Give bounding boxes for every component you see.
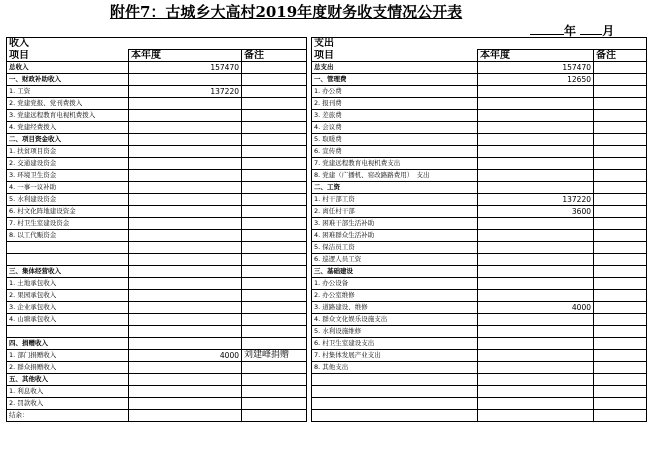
income-item-cell: 1. 部门捐赠收入 — [7, 350, 129, 362]
income-item-cell: 2. 党建党报、党刊费拨入 — [7, 98, 129, 110]
expense-item-cell: 6. 宣传费 — [312, 146, 478, 158]
expense-amount-cell — [478, 398, 594, 410]
expense-amount-cell — [478, 110, 594, 122]
table-row — [7, 290, 647, 302]
expense-note-cell — [594, 386, 647, 398]
expense-amount-cell — [478, 98, 594, 110]
expense-note-cell — [594, 338, 647, 350]
expense-amount-cell — [478, 158, 594, 170]
expense-note-cell — [594, 62, 647, 74]
table-row — [7, 182, 647, 194]
income-amount-cell — [129, 362, 242, 374]
income-note-cell — [242, 230, 307, 242]
expense-amount-cell — [478, 254, 594, 266]
income-item-cell — [7, 326, 129, 338]
income-note-cell: 刘建峰捐赠 — [242, 350, 307, 362]
expense-note-cell — [594, 266, 647, 278]
expense-amount-cell — [478, 278, 594, 290]
table-row — [7, 134, 647, 146]
income-amount-cell — [129, 254, 242, 266]
expense-note-cell — [594, 374, 647, 386]
table-row — [7, 326, 647, 338]
table-row — [7, 362, 647, 374]
income-note-cell — [242, 314, 307, 326]
income-note-cell — [242, 194, 307, 206]
table-row — [7, 62, 647, 74]
income-amount-cell — [129, 242, 242, 254]
expense-item-cell: 4. 困难群众生活补助 — [312, 230, 478, 242]
income-item-cell: 结余： — [7, 410, 129, 422]
income-amount-cell — [129, 314, 242, 326]
income-note-cell — [242, 218, 307, 230]
income-item-cell: 3. 环境卫生资金 — [7, 170, 129, 182]
income-note-cell — [242, 278, 307, 290]
table-row — [7, 206, 647, 218]
expense-note-cell — [594, 146, 647, 158]
income-item-cell: 2. 群众捐赠收入 — [7, 362, 129, 374]
expense-amount-cell — [478, 218, 594, 230]
income-note-cell — [242, 326, 307, 338]
income-note-cell — [242, 398, 307, 410]
income-note-cell — [242, 242, 307, 254]
income-note-cell — [242, 182, 307, 194]
expense-item-cell: 3. 困难干部生活补助 — [312, 218, 478, 230]
expense-item-cell: 三、基础建设 — [312, 266, 478, 278]
expense-note-cell — [594, 326, 647, 338]
expense-note-cell — [594, 410, 647, 422]
income-amount-cell — [129, 266, 242, 278]
year-label: 年 — [564, 24, 577, 38]
expense-note-cell — [594, 98, 647, 110]
table-row — [7, 86, 647, 98]
table-row — [7, 146, 647, 158]
expense-amount-cell — [478, 134, 594, 146]
expense-amount-cell — [478, 122, 594, 134]
expense-item-cell: 5. 保洁员工资 — [312, 242, 478, 254]
income-item-cell: 3. 党建远程教育电视机费拨入 — [7, 110, 129, 122]
expense-item-cell: 1. 村干部工资 — [312, 194, 478, 206]
expense-note-cell — [594, 350, 647, 362]
income-amount-cell: 4000 — [129, 350, 242, 362]
income-item-cell: 2. 交通建设资金 — [7, 158, 129, 170]
income-amount-cell — [129, 182, 242, 194]
income-item-cell: 总收入 — [7, 62, 129, 74]
year-blank — [530, 23, 564, 35]
income-amount-cell: 157470 — [129, 62, 242, 74]
income-note-header: 备注 — [242, 50, 307, 62]
income-amount-cell — [129, 302, 242, 314]
income-item-cell: 6. 村文化阵地建设资金 — [7, 206, 129, 218]
expense-note-cell — [594, 302, 647, 314]
income-amount-cell — [129, 218, 242, 230]
table-row — [7, 98, 647, 110]
table-row — [7, 242, 647, 254]
expense-item-cell: 5. 水利设施维修 — [312, 326, 478, 338]
income-item-cell: 7. 村卫生室建设资金 — [7, 218, 129, 230]
income-amount-cell — [129, 194, 242, 206]
table-row — [7, 278, 647, 290]
expense-note-cell — [594, 398, 647, 410]
expense-item-cell — [312, 398, 478, 410]
income-amount-cell — [129, 338, 242, 350]
income-note-cell — [242, 98, 307, 110]
income-item-cell: 二、项目资金收入 — [7, 134, 129, 146]
table-row — [7, 158, 647, 170]
income-item-cell: 8. 以工代赈资金 — [7, 230, 129, 242]
expense-item-cell: 2. 报刊费 — [312, 98, 478, 110]
expense-item-cell: 1. 办公费 — [312, 86, 478, 98]
income-amount-header: 本年度 — [129, 50, 242, 62]
expense-note-cell — [594, 74, 647, 86]
income-amount-cell — [129, 110, 242, 122]
expense-note-cell — [594, 134, 647, 146]
expense-note-cell — [594, 86, 647, 98]
income-note-cell — [242, 206, 307, 218]
income-note-cell — [242, 386, 307, 398]
income-amount-cell — [129, 206, 242, 218]
expense-item-cell: 2. 离任村干部 — [312, 206, 478, 218]
expense-item-cell: 二、工资 — [312, 182, 478, 194]
expense-note-header: 备注 — [594, 50, 647, 62]
income-item-cell: 四、捐赠收入 — [7, 338, 129, 350]
expense-item-cell — [312, 386, 478, 398]
table-row — [7, 254, 647, 266]
expense-amount-cell — [478, 314, 594, 326]
income-amount-cell: 137220 — [129, 86, 242, 98]
income-amount-cell — [129, 410, 242, 422]
income-note-cell — [242, 74, 307, 86]
income-note-cell — [242, 338, 307, 350]
expense-amount-cell: 3600 — [478, 206, 594, 218]
income-amount-cell — [129, 122, 242, 134]
expense-note-cell — [594, 290, 647, 302]
income-amount-cell — [129, 290, 242, 302]
income-item-cell: 1. 工资 — [7, 86, 129, 98]
expense-item-cell: 总支出 — [312, 62, 478, 74]
income-note-cell — [242, 110, 307, 122]
expense-note-cell — [594, 362, 647, 374]
income-item-cell: 1. 扶贫项目资金 — [7, 146, 129, 158]
expense-item-cell: 7. 党建远程教育电视机费支出 — [312, 158, 478, 170]
income-amount-cell — [129, 230, 242, 242]
expense-item-cell — [312, 410, 478, 422]
expense-item-cell: 一、管理费 — [312, 74, 478, 86]
income-section-label: 收入 — [7, 38, 307, 50]
expense-item-cell: 6. 村卫生室建设支出 — [312, 338, 478, 350]
income-note-cell — [242, 158, 307, 170]
expense-item-cell: 5. 取暖费 — [312, 134, 478, 146]
income-item-cell: 1. 土地承包收入 — [7, 278, 129, 290]
income-item-cell: 4. 山塘承包收入 — [7, 314, 129, 326]
income-note-cell — [242, 290, 307, 302]
expense-amount-cell — [478, 266, 594, 278]
income-note-cell — [242, 374, 307, 386]
expense-note-cell — [594, 122, 647, 134]
table-row — [7, 350, 647, 362]
income-item-cell: 4. 党建经费拨入 — [7, 122, 129, 134]
expense-amount-cell — [478, 326, 594, 338]
table-row — [7, 266, 647, 278]
expense-amount-cell — [478, 182, 594, 194]
expense-item-cell: 6. 巡逻人员工资 — [312, 254, 478, 266]
income-item-cell: 三、集体经营收入 — [7, 266, 129, 278]
expense-note-cell — [594, 230, 647, 242]
table-row — [7, 230, 647, 242]
expense-note-cell — [594, 278, 647, 290]
table-row — [7, 338, 647, 350]
expense-amount-cell — [478, 86, 594, 98]
income-note-cell — [242, 302, 307, 314]
expense-amount-cell: 4000 — [478, 302, 594, 314]
income-note-cell — [242, 410, 307, 422]
expense-note-cell — [594, 206, 647, 218]
expense-amount-cell — [478, 374, 594, 386]
income-item-header: 项目 — [7, 50, 129, 62]
income-amount-cell — [129, 146, 242, 158]
expense-item-cell: 4. 群众文化娱乐设施支出 — [312, 314, 478, 326]
table-row — [7, 302, 647, 314]
expense-amount-header: 本年度 — [478, 50, 594, 62]
expense-amount-cell — [478, 242, 594, 254]
income-note-cell — [242, 362, 307, 374]
income-amount-cell — [129, 374, 242, 386]
income-item-cell: 5. 水利建设资金 — [7, 194, 129, 206]
expense-item-cell: 7. 村集体发展产业支出 — [312, 350, 478, 362]
expense-amount-cell — [478, 362, 594, 374]
table-row — [7, 410, 647, 422]
expense-item-cell: 4. 会议费 — [312, 122, 478, 134]
expense-item-cell: 2. 办公室维修 — [312, 290, 478, 302]
expense-note-cell — [594, 158, 647, 170]
income-note-cell — [242, 134, 307, 146]
expense-note-cell — [594, 242, 647, 254]
page-title: 附件7：古城乡大高村2019年度财务收支情况公开表 — [110, 3, 463, 21]
expense-note-cell — [594, 170, 647, 182]
table-row — [7, 218, 647, 230]
income-amount-cell — [129, 134, 242, 146]
expense-section-label: 支出 — [312, 38, 647, 50]
expense-note-cell — [594, 110, 647, 122]
expense-amount-cell — [478, 290, 594, 302]
income-item-cell: 五、其他收入 — [7, 374, 129, 386]
expense-amount-cell — [478, 350, 594, 362]
income-note-cell — [242, 62, 307, 74]
expense-item-cell: 1. 办公设备 — [312, 278, 478, 290]
income-item-cell: 2. 罚款收入 — [7, 398, 129, 410]
expense-note-cell — [594, 218, 647, 230]
expense-note-cell — [594, 182, 647, 194]
income-amount-cell — [129, 170, 242, 182]
expense-amount-cell: 12650 — [478, 74, 594, 86]
income-note-cell — [242, 146, 307, 158]
expense-item-cell: 3. 差旅费 — [312, 110, 478, 122]
expense-amount-cell: 137220 — [478, 194, 594, 206]
income-item-cell: 一、财政补助收入 — [7, 74, 129, 86]
income-note-cell — [242, 122, 307, 134]
month-label: 月 — [602, 24, 615, 38]
income-item-cell: 1. 利息收入 — [7, 386, 129, 398]
income-amount-cell — [129, 98, 242, 110]
expense-note-cell — [594, 194, 647, 206]
income-note-cell — [242, 266, 307, 278]
expense-item-cell — [312, 374, 478, 386]
expense-note-cell — [594, 314, 647, 326]
income-amount-cell — [129, 386, 242, 398]
table-row — [7, 170, 647, 182]
table-row — [7, 374, 647, 386]
expense-amount-cell — [478, 386, 594, 398]
income-item-cell — [7, 254, 129, 266]
table-row — [7, 194, 647, 206]
income-amount-cell — [129, 278, 242, 290]
finance-table — [6, 37, 647, 422]
expense-amount-cell — [478, 410, 594, 422]
month-blank — [580, 23, 602, 35]
expense-note-cell — [594, 254, 647, 266]
expense-item-header: 项目 — [312, 50, 478, 62]
income-note-cell — [242, 86, 307, 98]
income-item-cell: 2. 果园承包收入 — [7, 290, 129, 302]
income-amount-cell — [129, 74, 242, 86]
income-amount-cell — [129, 158, 242, 170]
income-note-cell — [242, 254, 307, 266]
expense-amount-cell — [478, 338, 594, 350]
income-item-cell — [7, 242, 129, 254]
income-item-cell: 4. 一事一议补助 — [7, 182, 129, 194]
income-amount-cell — [129, 398, 242, 410]
expense-item-cell: 8. 党建（广播机、窑改路路费用） 支出 — [312, 170, 478, 182]
income-amount-cell — [129, 326, 242, 338]
table-row — [7, 74, 647, 86]
table-row — [7, 110, 647, 122]
expense-amount-cell — [478, 230, 594, 242]
table-row — [7, 314, 647, 326]
expense-amount-cell — [478, 170, 594, 182]
expense-amount-cell — [478, 146, 594, 158]
income-note-cell — [242, 170, 307, 182]
expense-amount-cell: 157470 — [478, 62, 594, 74]
table-row — [7, 398, 647, 410]
expense-item-cell: 8. 其他支出 — [312, 362, 478, 374]
expense-item-cell: 3. 道路建设、维修 — [312, 302, 478, 314]
table-row — [7, 122, 647, 134]
table-row — [7, 386, 647, 398]
income-item-cell: 3. 企业承包收入 — [7, 302, 129, 314]
